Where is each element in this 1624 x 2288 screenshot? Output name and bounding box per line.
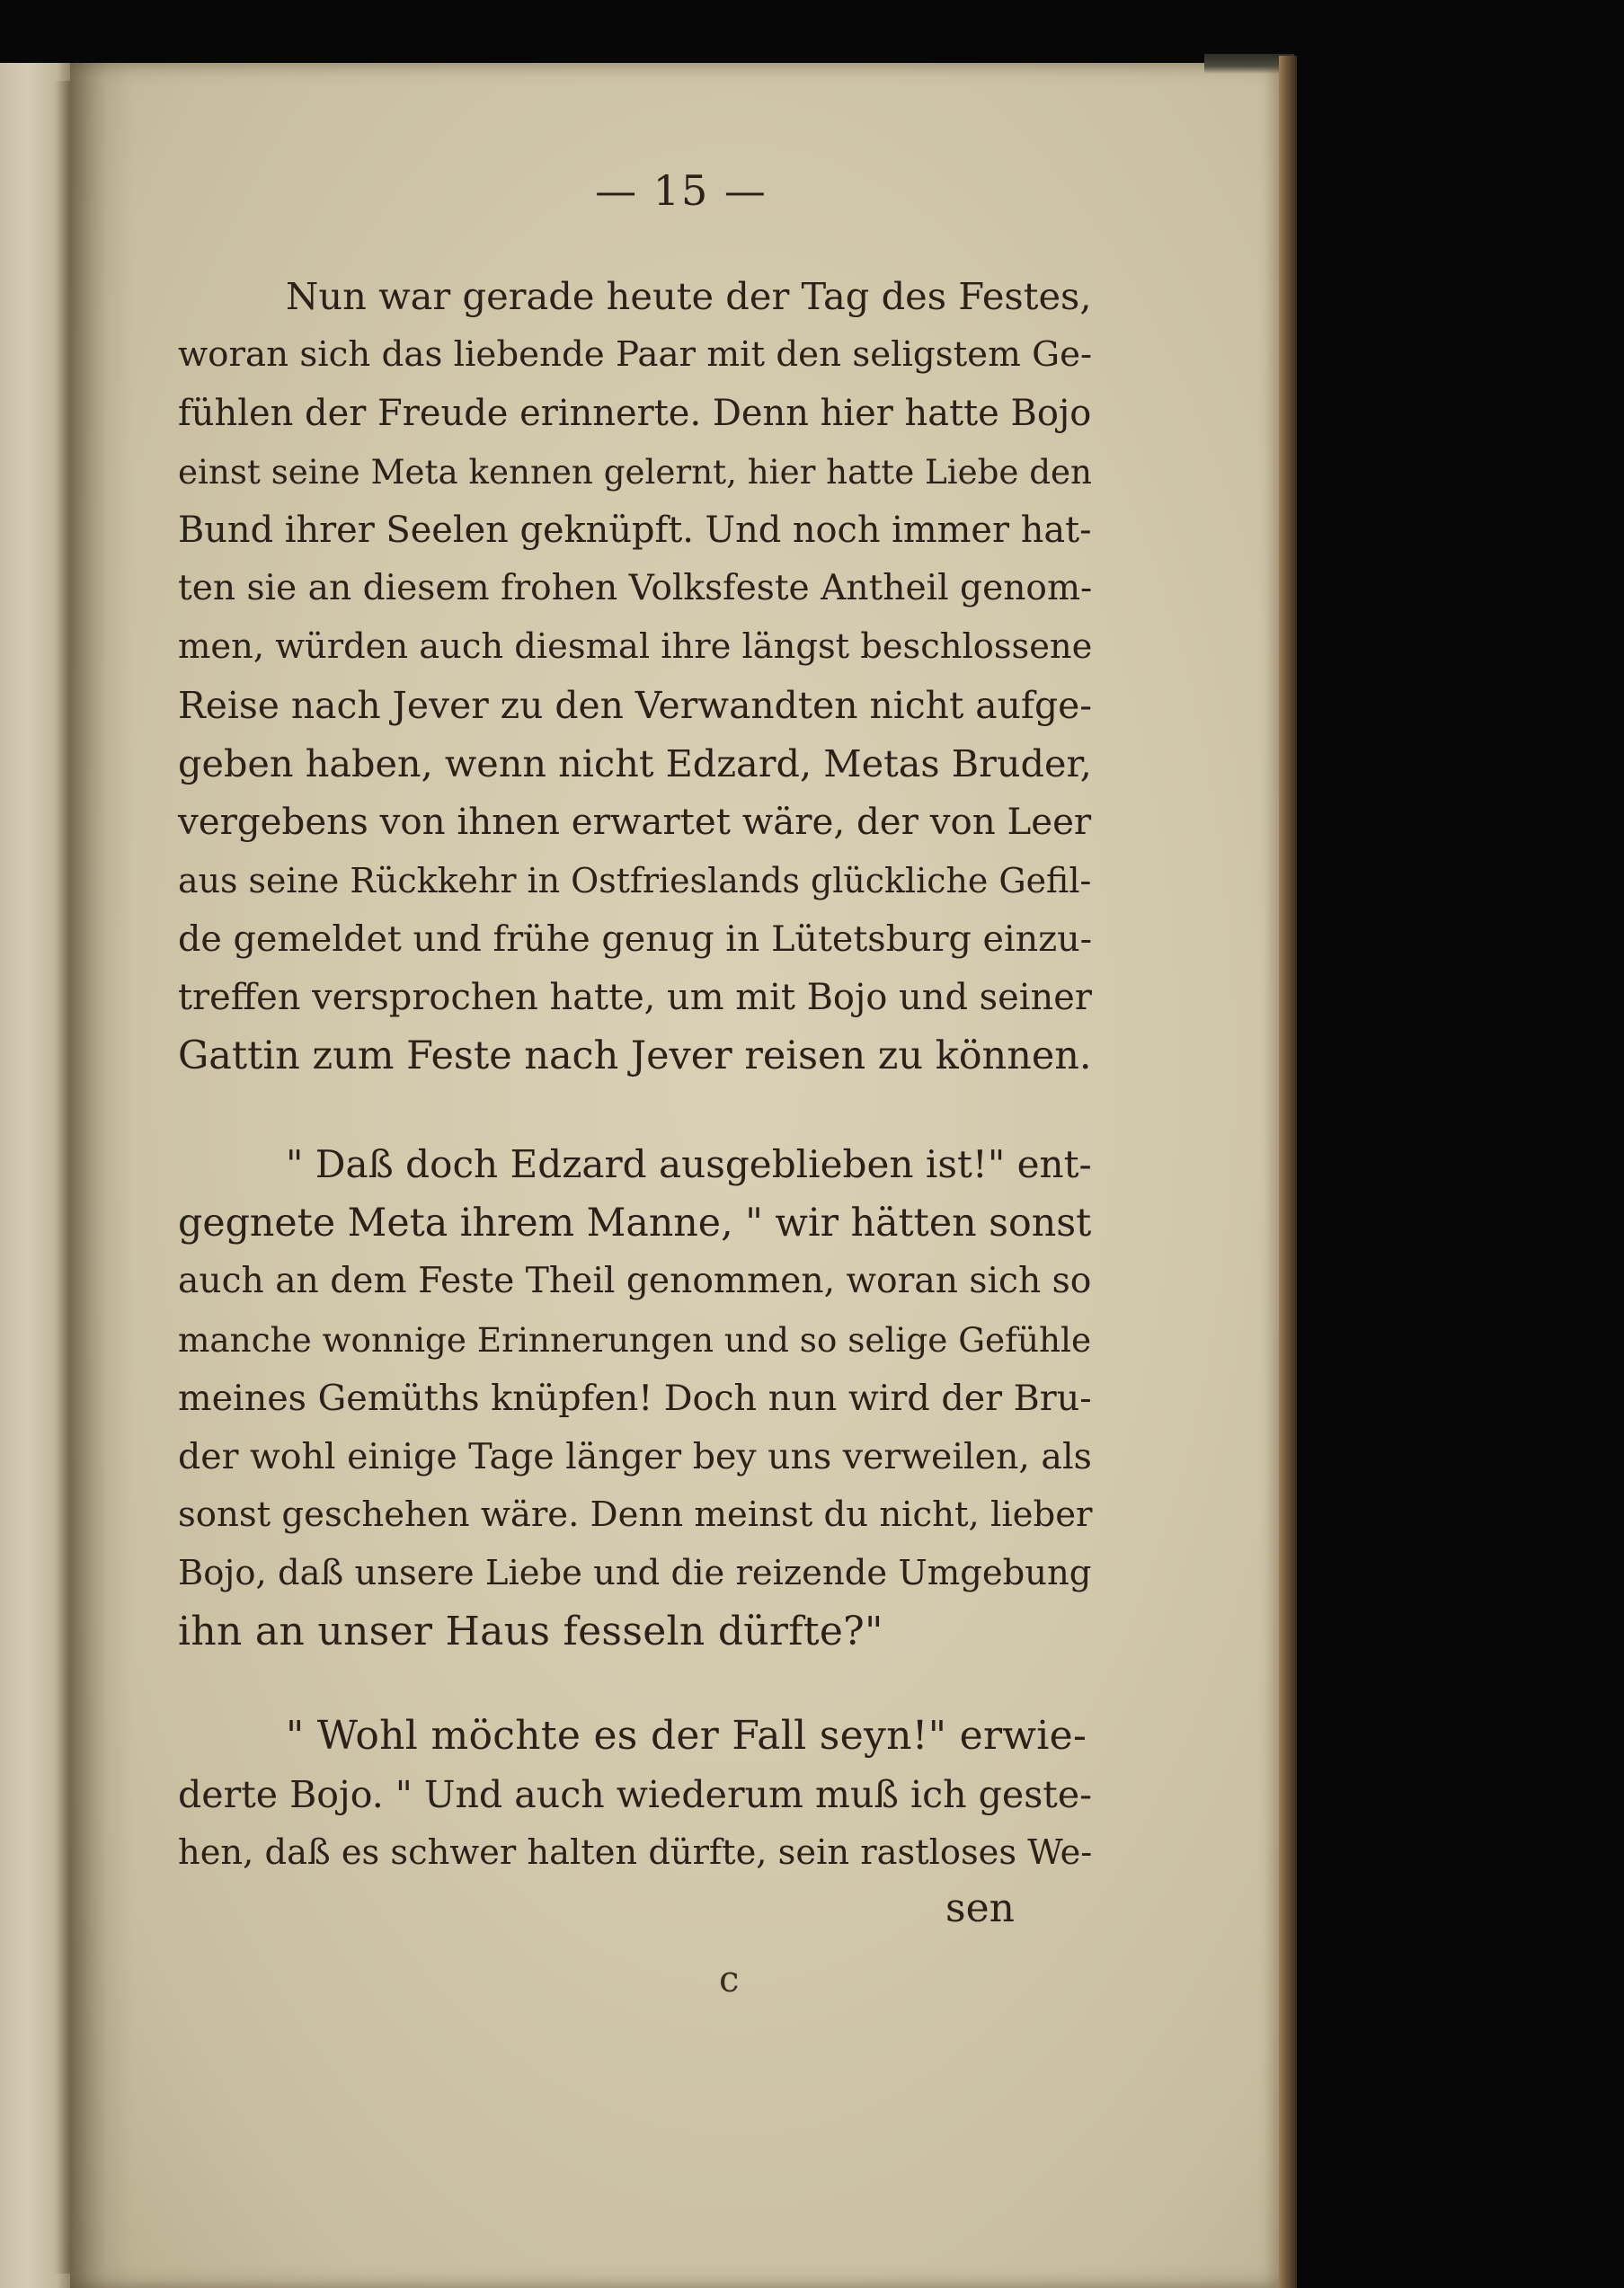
text-line: manche wonnige Erinnerungen und so selige Gefühle: [178, 1320, 1092, 1360]
text-line: einst seine Meta kennen gelernt, hier hatte Liebe den: [178, 452, 1093, 492]
text-line: fühlen der Freude erinnerte. Denn hier hatte Bojo: [178, 393, 1092, 434]
text-line: Bund ihrer Seelen geknüpft. Und noch immer hat-: [178, 510, 1092, 551]
text-line: Gattin zum Feste nach Jever reisen zu können.: [178, 1033, 1092, 1078]
signature-mark: c: [719, 1959, 740, 2000]
text-line: derte Bojo. " Und auch wiederum muß ich geste-: [178, 1773, 1093, 1816]
text-line: der wohl einige Tage länger bey uns verweilen, als: [178, 1436, 1092, 1477]
text-line: Bojo, daß unsere Liebe und die reizende Umgebung: [178, 1553, 1092, 1593]
text-line: vergebens von ihnen erwartet wäre, der von Leer: [178, 801, 1092, 843]
text-line: de gemeldet und frühe genug in Lütetsburg einzu-: [178, 918, 1093, 960]
text-line: aus seine Rückkehr in Ostfrieslands glückliche Gefil-: [178, 861, 1092, 900]
text-line: gegnete Meta ihrem Manne, " wir hätten sonst: [178, 1201, 1092, 1246]
text-line: woran sich das liebende Paar mit den seligstem Ge-: [178, 334, 1093, 375]
text-line: " Daß doch Edzard ausgeblieben ist!" ent-: [286, 1142, 1092, 1186]
text-line: ihn an unser Haus fesseln dürfte?": [178, 1609, 883, 1654]
text-line: geben haben, wenn nicht Edzard, Metas Bruder,: [178, 742, 1092, 785]
text-line: Reise nach Jever zu den Verwandten nicht aufge-: [178, 684, 1092, 727]
text-line: " Wohl möchte es der Fall seyn!" erwie-: [286, 1713, 1087, 1759]
text-line: sonst geschehen wäre. Denn meinst du nicht, lieber: [178, 1494, 1093, 1535]
text-line: hen, daß es schwer halten dürfte, sein rastloses We-: [178, 1832, 1093, 1873]
text-line: Nun war gerade heute der Tag des Festes,: [286, 274, 1092, 318]
catchword: sen: [945, 1885, 1015, 1931]
text-line: treffen versprochen hatte, um mit Bojo und seiner: [178, 977, 1092, 1018]
text-line: meines Gemüths knüpfen! Doch nun wird der Bru-: [178, 1378, 1092, 1419]
text-line: auch an dem Feste Theil genommen, woran sich so: [178, 1261, 1092, 1301]
text-line: ten sie an diesem frohen Volksfeste Antheil genom-: [178, 568, 1093, 608]
page-number: — 15 —: [595, 166, 768, 215]
text-line: men, würden auch diesmal ihre längst beschlossene: [178, 626, 1093, 667]
